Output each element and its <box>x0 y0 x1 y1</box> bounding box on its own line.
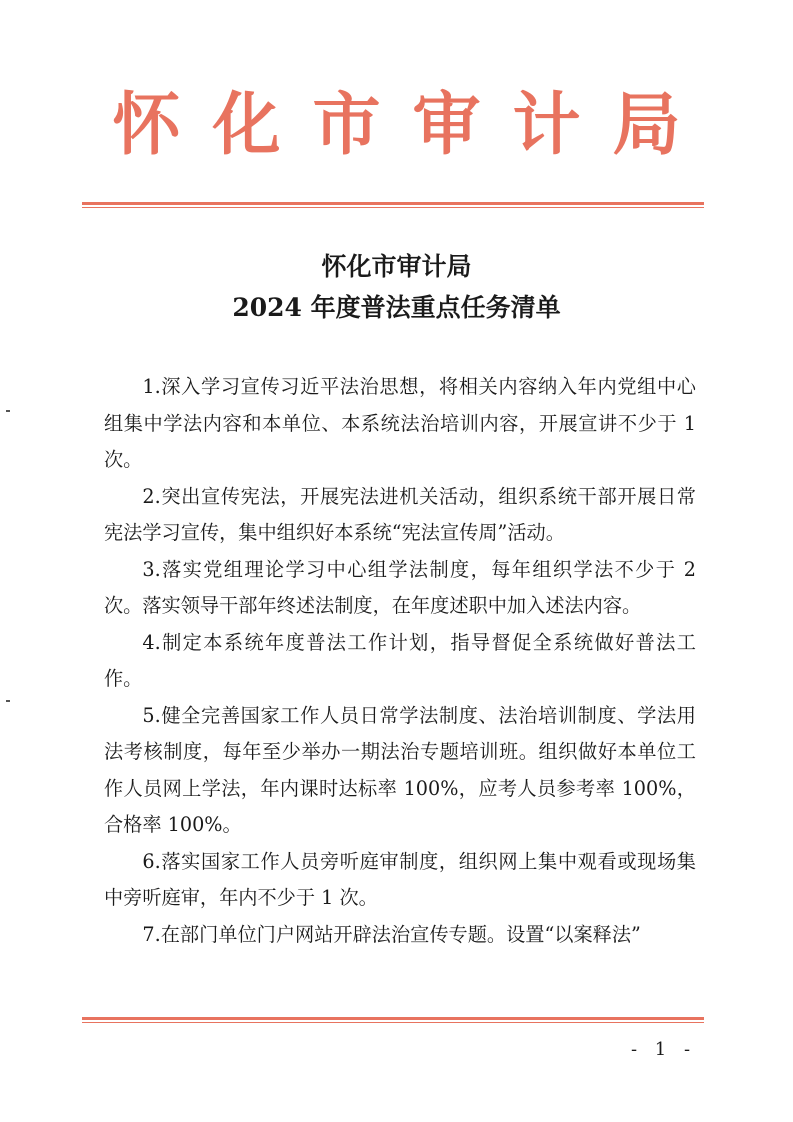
document-title-subject: 2024 年度普法重点任务清单 <box>232 293 561 322</box>
task-item-7: 7.在部门单位门户网站开辟法治宣传专题。设置“以案释法” <box>142 922 641 946</box>
task-item-1: 1.深入学习宣传习近平法治思想，将相关内容纳入年内党组中心组集中学法内容和本单位、本系统法治培训内容，开展宣讲不少于 1 次。 <box>104 375 696 471</box>
task-item-2: 2.突出宣传宪法，开展宪法进机关活动，组织系统干部开展日常宪法学习宣传，集中组织好本系统“宪法宣传周”活动。 <box>104 484 696 544</box>
task-item-5: 5.健全完善国家工作人员日常学法制度、法治培训制度、学法用法考核制度，每年至少举办一期法治专题培训班。组织做好本单位工作人员网上学法，年内课时达标率 100%，应考人员参考率 100%，合格率 100%。 <box>104 703 696 836</box>
letterhead-divider <box>82 202 704 210</box>
binding-mark <box>6 700 10 702</box>
task-item-4: 4.制定本系统年度普法工作计划，指导督促全系统做好普法工作。 <box>104 630 696 690</box>
binding-mark <box>6 410 10 412</box>
page-number: - 1 - <box>631 1039 697 1060</box>
letterhead-org-name: 怀化市审计局 <box>112 86 713 165</box>
document-title-org: 怀化市审计局 <box>321 252 472 281</box>
document-body <box>104 369 696 953</box>
task-item-3: 3.落实党组理论学习中心组学法制度，每年组织学法不少于 2 次。落实领导干部年终述法制度，在年度述职中加入述法内容。 <box>104 557 696 617</box>
footer-divider <box>82 1017 704 1025</box>
task-item-6: 6.落实国家工作人员旁听庭审制度，组织网上集中观看或现场集中旁听庭审，年内不少于 1 次。 <box>104 849 696 909</box>
